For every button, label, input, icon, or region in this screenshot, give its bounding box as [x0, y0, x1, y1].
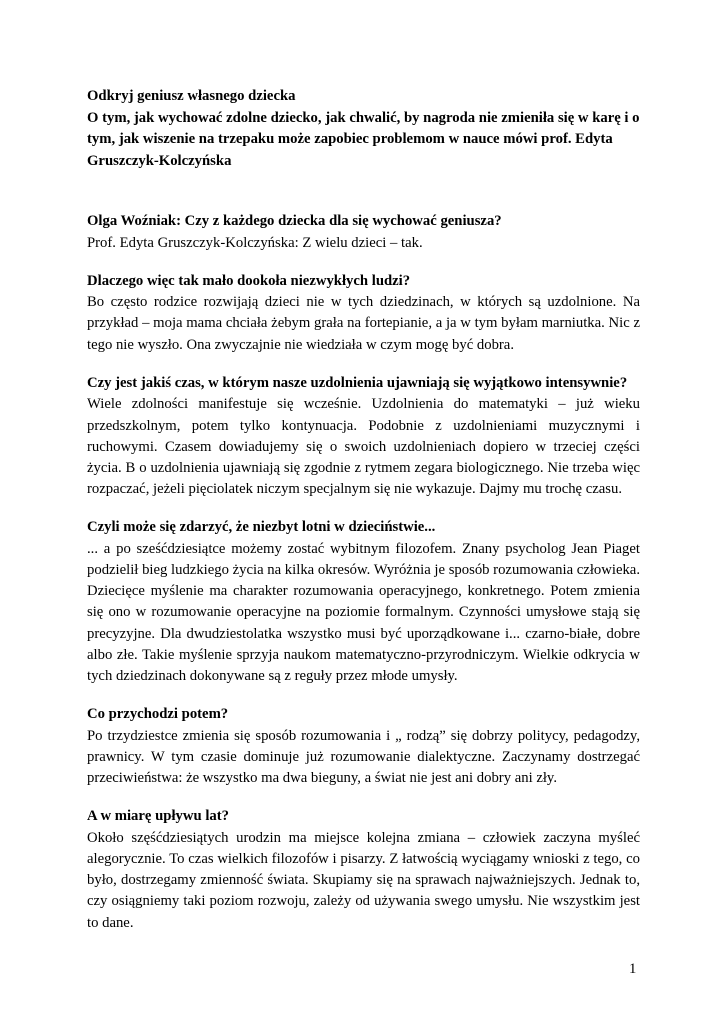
interview-section: [87, 373, 640, 501]
interview-section: [87, 704, 640, 789]
interview-section: [87, 271, 640, 356]
answer-paragraph: Bo często rodzice rozwijają dzieci nie w tych dziedzinach, w których są uzdolnione. Na przykład – moja mama chciała żebym grała na fortepianie, a ja w tym byłam marniutka. Nic z tego nie wyszło. Ona zwyczajnie nie wiedziała w czym mogę być dobra.: [87, 294, 640, 353]
article-subtitle: O tym, jak wychować zdolne dziecko, jak chwalić, by nagroda nie zmieniła się w karę i o tym, jak wiszenie na trzepaku może zapobiec problemom w nauce mówi prof. Edyta Gruszczyk-Kolczyńska: [87, 109, 640, 169]
answer-paragraph: Około szęśćdziesiątych urodzin ma miejsce kolejna zmiana – człowiek zaczyna myśleć alegorycznie. To czas wielkich filozofów i pisarzy. Z łatwością wyciągamy wnioski z tego, co było, dostrzegamy zmienność świata. Skupiamy się na sprawach najważniejszych. Jednak to, czy osiągniemy taki poziom rozwoju, zależy od używania swego umysłu. Nie wszystkim jest to dane.: [87, 829, 640, 931]
interview-section: [87, 517, 640, 687]
answer-paragraph: ... a po sześćdziesiątce możemy zostać wybitnym filozofem. Znany psycholog Jean Piaget podzielił bieg ludzkiego życia na kilka okresów. Wyróżnia je sposób rozumowania człowieka. Dziecięce myślenie ma charakter rozumowania operacyjnego, konkretnego. Potem zmienia się ono w rozumowanie operacyjne na poziomie formalnym. Czynności umysłowe stają się precyzyjne. Dla dwudziestolatka wszystko musi być uporządkowane i... czarno-białe, dobre albo złe. Takie myślenie sprzyja naukom matematyczno-przyrodniczym. Wielkie odkrycia w tych dziedzinach dokonywane są z reguły przez młode umysły.: [87, 540, 640, 685]
question-heading: Czyli może się zdarzyć, że niezbyt lotni w dzieciństwie...: [87, 519, 436, 536]
interview-section: [87, 211, 640, 254]
question-heading: Czy jest jakiś czas, w którym nasze uzdolnienia ujawniają się wyjątkowo intensywnie?: [87, 374, 628, 391]
document-page: [87, 86, 640, 934]
question-heading: Co przychodzi potem?: [87, 706, 229, 723]
page-number: 1: [629, 961, 637, 977]
answer-paragraph: Po trzydziestce zmienia się sposób rozumowania i „ rodzą” się dobrzy politycy, pedagodzy, prawnicy. W tym czasie dominuje już rozumowanie dialektyczne. Zaczynamy dostrzegać przeciwieństwa: że wszystko ma dwa bieguny, a świat nie jest ani dobry ani zły.: [87, 727, 640, 787]
article-title: Odkryj geniusz własnego dziecka: [87, 88, 296, 104]
question-heading: Olga Woźniak: Czy z każdego dziecka dla się wychować geniusza?: [87, 213, 502, 229]
answer-paragraph: Wiele zdolności manifestuje się wcześnie. Uzdolnienia do matematyki – już wieku przedszkolnym, potem tylko kontynuacja. Podobnie z uzdolnieniami muzycznymi i ruchowymi. Czasem dowiadujemy się o swoich uzdolnieniach dopiero w trzeciej części życia. B o uzdolnienia ujawniają się zgodnie z rytmem zegara biologicznego. Nie trzeba więc rozpaczać, jeżeli pięciolatek niczym specjalnym się nie wykazuje. Dajmy mu trochę czasu.: [87, 396, 640, 498]
question-heading: Dlaczego więc tak mało dookoła niezwykłych ludzi?: [87, 272, 411, 289]
question-heading: A w miarę upływu lat?: [87, 808, 229, 825]
title-block: [87, 86, 640, 172]
answer-paragraph: Prof. Edyta Gruszczyk-Kolczyńska: Z wielu dzieci – tak.: [87, 234, 423, 251]
interview-section: [87, 806, 640, 934]
